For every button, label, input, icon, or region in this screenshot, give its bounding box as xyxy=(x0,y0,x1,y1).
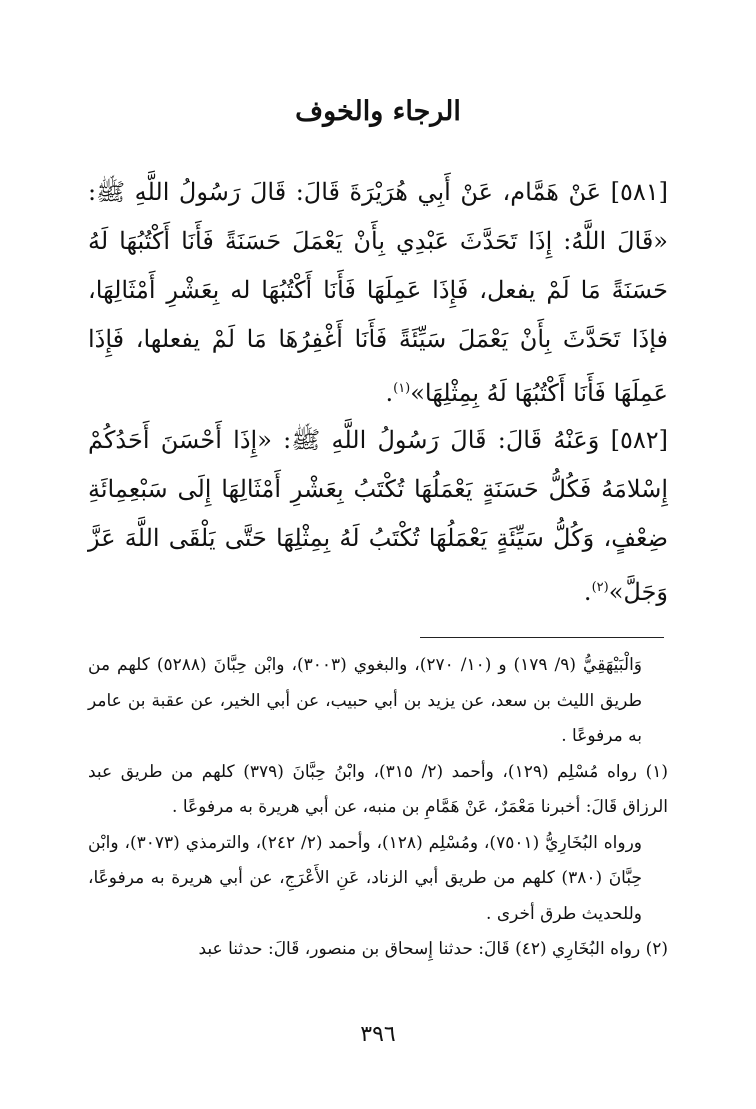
hadith-581: [٥٨١] عَنْ هَمَّام، عَنْ أَبِي هُرَيْرَةَ قَالَ: قَالَ رَسُولُ اللَّهِ ﷺ: «قَالَ اللَّهُ: إِذَا تَحَدَّثَ عَبْدِي بِأَنْ يَعْمَلَ حَسَنَةً فَأَنَا أَكْتُبُهَا لَهُ حَسَنَةً مَا لَمْ يفعل، فَإِذَا عَمِلَهَا فَأَنَا أَكْتُبُهَا له بِعَشْرِ أَمْثَالِهَا، فإذَا تَحَدَّثَ بِأَنْ يَعْمَلَ سَيِّئَةً فَأَنَا أَغْفِرُهَا مَا لَمْ يفعلها، فَإِذَا عَمِلَهَا فَأَنَا أَكْتُبُهَا لَهُ بِمِثْلِهَا»$^{(١)}$. xyxy=(88,178,668,407)
page-number: ٣٩٦ xyxy=(360,1022,396,1047)
footnote-marker: (٢) xyxy=(645,939,668,959)
footnote-1 xyxy=(88,755,668,826)
hadith-text: وَعَنْهُ قَالَ: قَالَ رَسُولُ اللَّهِ ﷺ: «إِذَا أَحْسَنَ أَحَدُكُمْ إِسْلامَهُ فَكُلُّ حَسَنَةٍ يَعْمَلُهَا تُكْتَبُ بِعَشْرِ أَمْثَالِهَا إِلَى سَبْعِمِائَةِ ضِعْفٍ، وَكُلُّ سَيِّئَةٍ يَعْمَلُهَا تُكْتَبُ لَهُ بِمِثْلِهَا حَتَّى يَلْقَى اللَّهَ عَزَّ وَجَلَّ» xyxy=(88,426,668,606)
footnote-text: وَالْبَيْهَقِيُّ (٩/ ١٧٩) و (١٠/ ٢٧٠)، والبغوي (٣٠٠٣)، وابْن حِبَّانَ (٥٢٨٨) كلهم من طريق الليث بن سعد، عن يزيد بن أبي حبيب، عن أبي الخير، عن عقبة بن عامر به مرفوعًا . xyxy=(88,655,643,746)
hadith-number: [٥٨١] xyxy=(610,178,668,206)
page-title: الرجاء والخوف xyxy=(295,96,461,127)
hadith-number: [٥٨٢] xyxy=(610,426,668,454)
footnote-text: ورواه البُخَارِيُّ (٧٥٠١)، ومُسْلِم (١٢٨)، وأحمد (٢/ ٢٤٢)، والترمذي (٣٠٧٣)، وابْن حِبَّانَ (٣٨٠) كلهم من طريق أبي الزناد، عَنِ الأَعْرَجِ، عن أبي هريرة به مرفوعًا، وللحديث طرق أخرى . xyxy=(88,832,643,924)
footnote-continuation xyxy=(88,648,668,755)
footnote-ref: (٢) xyxy=(591,580,609,595)
footnote-divider xyxy=(420,637,664,638)
hadith-text: عَنْ هَمَّام، عَنْ أَبِي هُرَيْرَةَ قَالَ: قَالَ رَسُولُ اللَّهِ ﷺ: «قَالَ اللَّهُ: إِذَا تَحَدَّثَ عَبْدِي بِأَنْ يَعْمَلَ حَسَنَةً فَأَنَا أَكْتُبُهَا لَهُ حَسَنَةً مَا لَمْ يفعل، فَإِذَا عَمِلَهَا فَأَنَا أَكْتُبُهَا له بِعَشْرِ أَمْثَالِهَا، فإذَا تَحَدَّثَ بِأَنْ يَعْمَلَ سَيِّئَةً فَأَنَا أَغْفِرُهَا مَا لَمْ يفعلها، فَإِذَا عَمِلَهَا فَأَنَا أَكْتُبُهَا لَهُ بِمِثْلِهَا» xyxy=(88,178,668,407)
footnotes xyxy=(88,648,668,968)
footnote-marker: (١) xyxy=(645,761,669,782)
footnote-ref: (١) xyxy=(393,381,411,396)
footnote-2 xyxy=(88,932,668,968)
hadith-582: [٥٨٢] وَعَنْهُ قَالَ: قَالَ رَسُولُ اللَّهِ ﷺ: «إِذَا أَحْسَنَ أَحَدُكُمْ إِسْلامَهُ فَكُلُّ حَسَنَةٍ يَعْمَلُهَا تُكْتَبُ بِعَشْرِ أَمْثَالِهَا إِلَى سَبْعِمِائَةِ ضِعْفٍ، وَكُلُّ سَيِّئَةٍ يَعْمَلُهَا تُكْتَبُ لَهُ بِمِثْلِهَا حَتَّى يَلْقَى اللَّهَ عَزَّ وَجَلَّ»$^{(٢)}$. xyxy=(88,426,668,606)
footnote-1-cont xyxy=(88,826,668,933)
footnote-text: رواه البُخَارِي (٤٢) قَالَ: حدثنا إِسحاق بن منصور، قَالَ: حدثنا عبد xyxy=(198,939,641,959)
footnote-text: رواه مُسْلِم (١٢٩)، وأحمد (٢/ ٣١٥)، وابْنُ حِبَّانَ (٣٧٩) كلهم من طريق عبد الرزاق قَالَ: أخبرنا مَعْمَرٌ، عَنْ هَمَّامِ بن منبه، عن أبي هريرة به مرفوعًا . xyxy=(88,761,668,817)
